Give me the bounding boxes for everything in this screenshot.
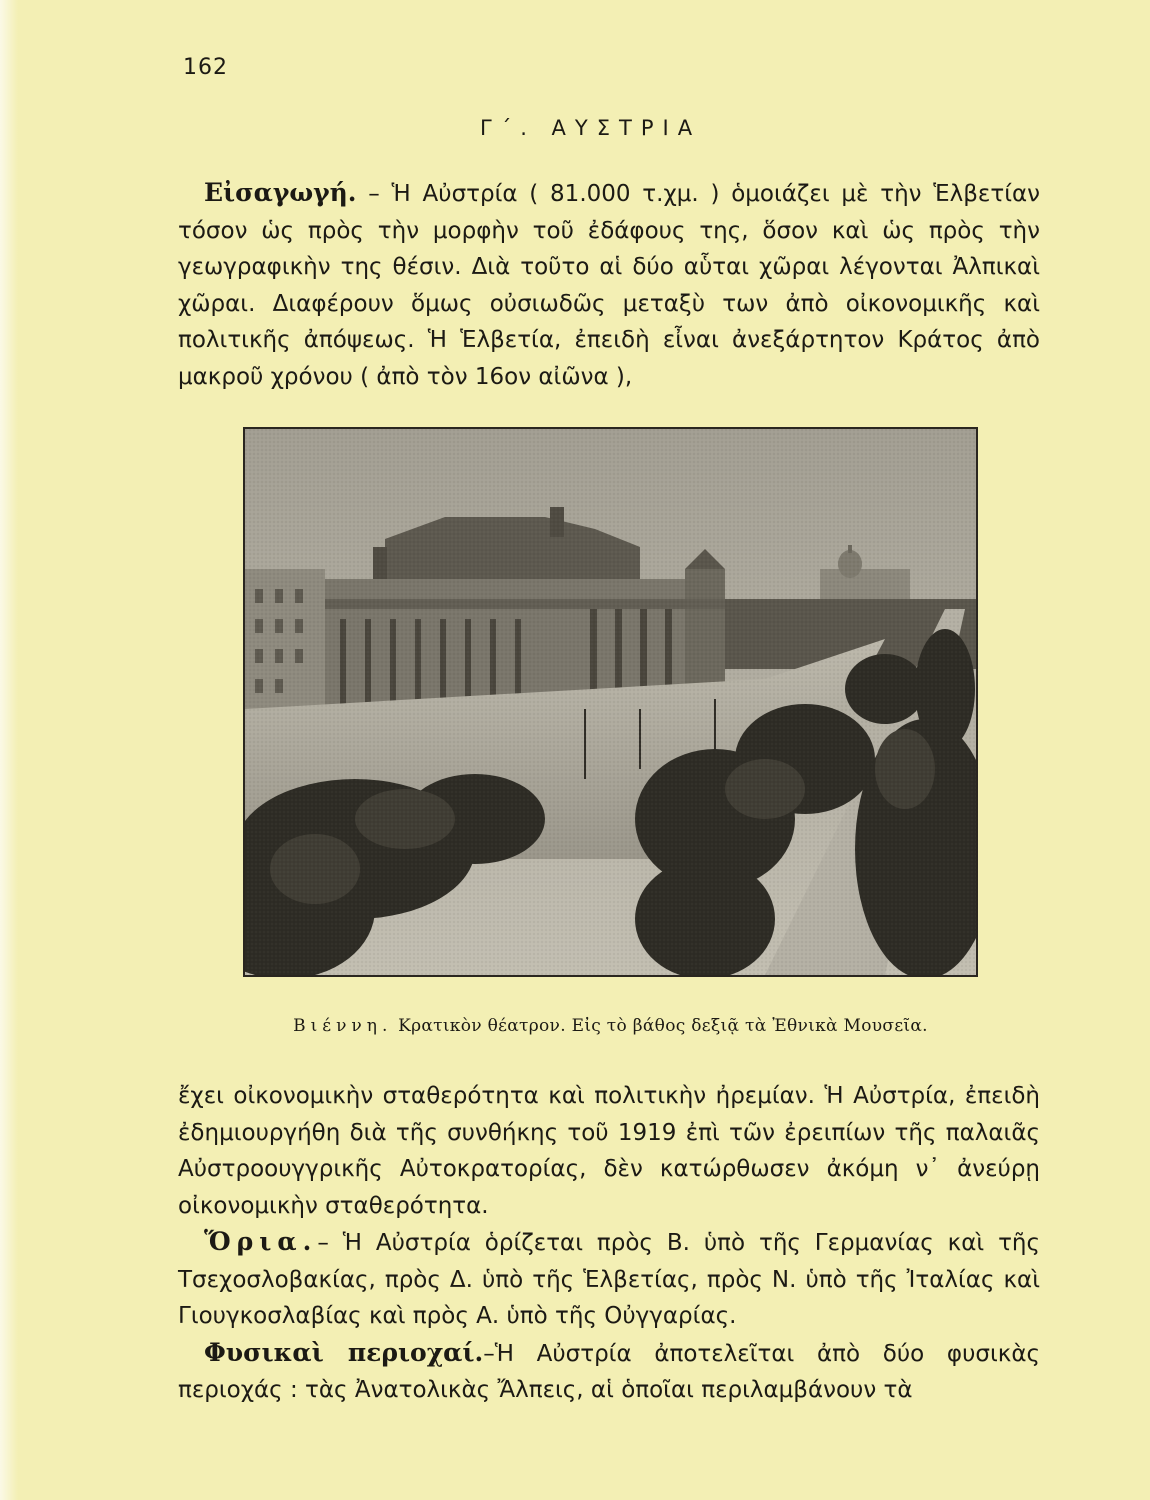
chapter-title: Γ΄. ΑΥΣΤΡΙΑ <box>480 116 702 140</box>
caption-text: Κρατικὸν θέατρον. Εἰς τὸ βάθος δεξιᾷ τὰ Ἐθνικὰ Μουσεῖα. <box>392 1016 928 1036</box>
caption-place: Βιέννη. <box>293 1016 393 1036</box>
continuation-paragraph: ἔχει οἰκονομικὴν σταθερότητα καὶ πολιτικὴν ἠρεμίαν. Ἡ Αὐστρία, ἐπειδὴ ἐδημιουργήθη διὰ τῆς συνθήκης τοῦ 1919 ἐπὶ τῶν ἐρειπίων τῆς παλαιᾶς Αὐστροουγγρικῆς Αὐτοκρατορίας, δὲν κατώρθωσεν ἀκόμη ν᾽ ἀνεύρῃ οἰκονομικὴν σταθερότητα. <box>178 1083 1040 1219</box>
body-section <box>178 1078 1040 1409</box>
page-edge <box>0 0 18 1500</box>
intro-paragraph <box>178 175 1040 395</box>
vienna-theatre-photo <box>243 427 978 977</box>
intro-section <box>178 175 1040 395</box>
borders-text: – Ἡ Αὐστρία ὁρίζεται πρὸς Β. ὑπὸ τῆς Γερμανίας καὶ τῆς Τσεχοσλοβακίας, πρὸς Δ. ὑπὸ τῆς Ἑλβετίας, πρὸς Ν. ὑπὸ τῆς Ἰταλίας καὶ Γιουγκοσλαβίας καὶ πρὸς Α. ὑπὸ τῆς Οὐγγαρίας. <box>178 1230 1040 1329</box>
regions-text: –Ἡ Αὐστρία ἀποτελεῖται ἀπὸ δύο φυσικὰς περιοχάς : τὰς Ἀνατολικὰς Ἄλπεις, αἱ ὁποῖαι περιλαμβάνουν τὰ <box>178 1340 1040 1403</box>
regions-heading: Φυσικαὶ περιοχαί. <box>204 1337 484 1367</box>
photo-caption <box>243 1016 978 1036</box>
intro-heading: Εἰσαγωγή. <box>204 178 357 207</box>
borders-paragraph <box>178 1224 1040 1335</box>
regions-paragraph <box>178 1335 1040 1409</box>
intro-text: – Ἡ Αὐστρία ( 81.000 τ.χμ. ) ὁμοιάζει μὲ τὴν Ἑλβετίαν τόσον ὡς πρὸς τὴν μορφὴν τοῦ ἐδάφους της, ὅσον καὶ ὡς πρὸς τὴν γεωγραφικὴν της θέσιν. Διὰ τοῦτο αἱ δύο αὗται χῶραι λέγονται Ἀλπικαὶ χῶραι. Διαφέρουν ὅμως οὐσιωδῶς μεταξὺ των ἀπὸ οἰκονομικῆς καὶ πολιτικῆς ἀπόψεως. Ἡ Ἑλβετία, ἐπειδὴ εἶναι ἀνεξάρτητον Κράτος ἀπὸ μακροῦ χρόνου ( ἀπὸ τὸν 16ον αἰῶνα ), <box>178 181 1040 390</box>
page-number: 162 <box>183 55 228 80</box>
borders-heading: Ὅρια. <box>204 1227 318 1256</box>
